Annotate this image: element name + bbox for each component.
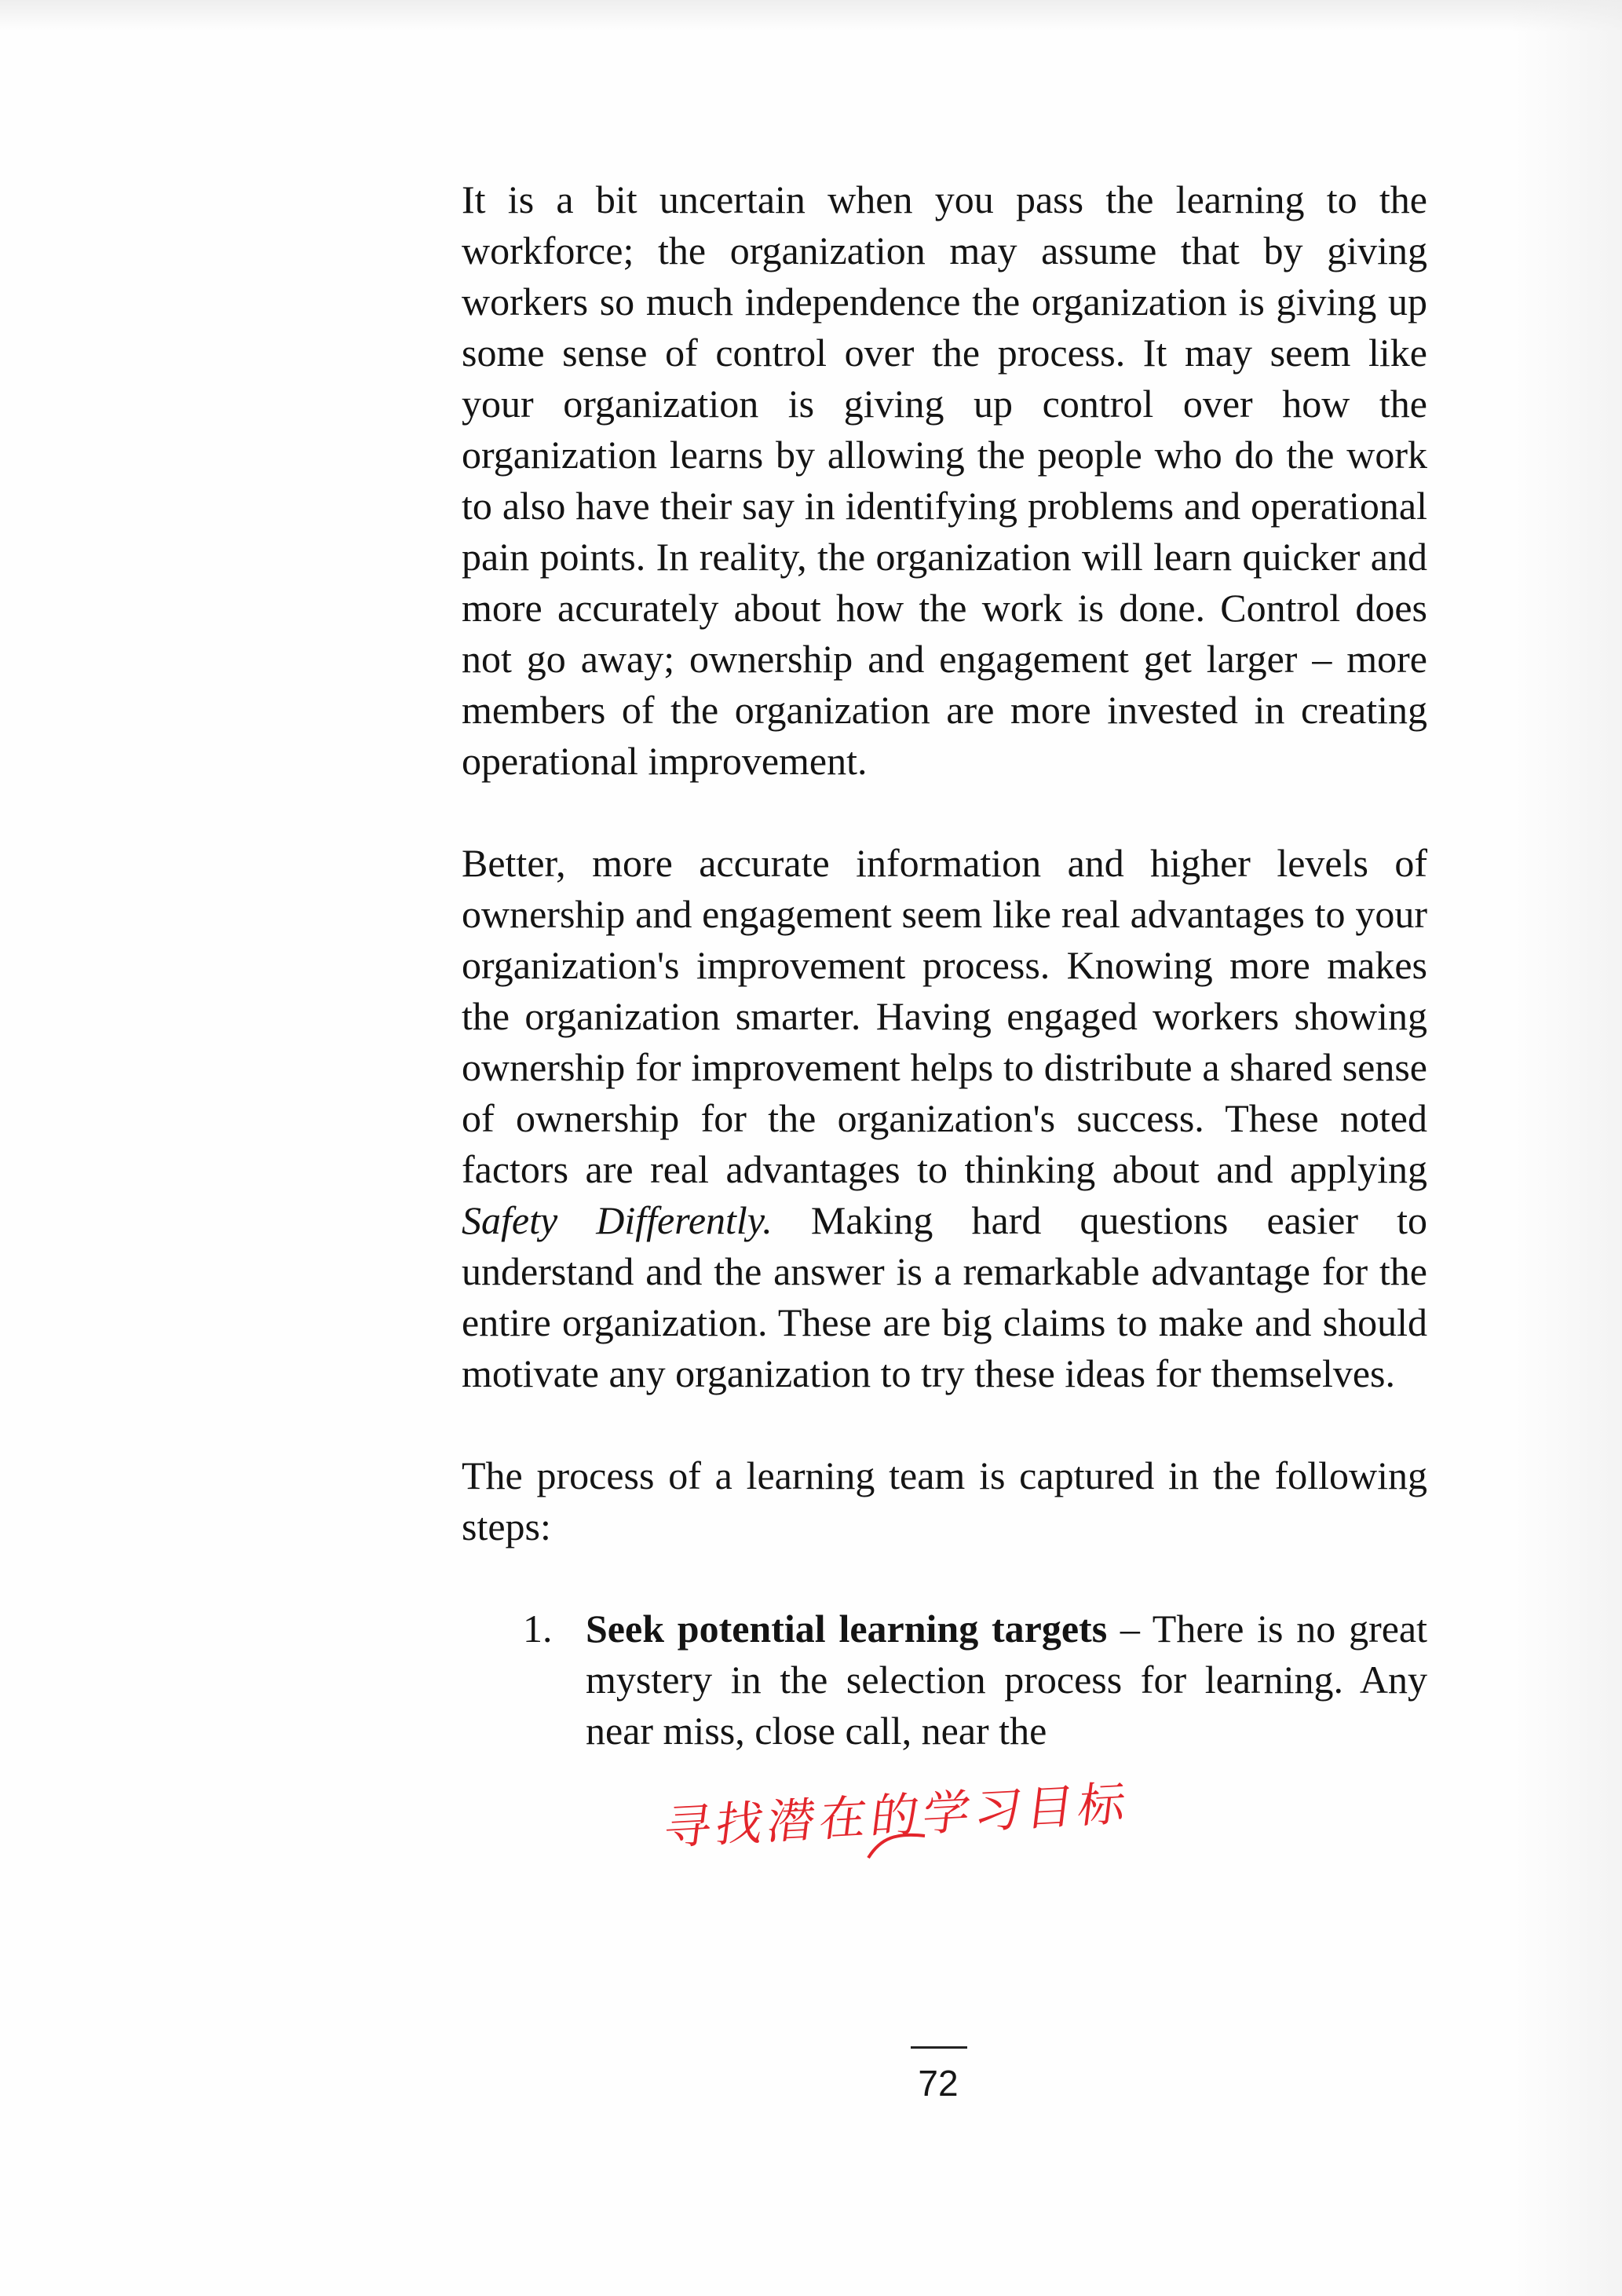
- handwritten-annotation: [660, 1776, 1134, 1861]
- paragraph-2-text-b: Making hard questions easier to understand and the answer is a remarkable advantage for the entire organization. These are big claims to make and should motivate any organization to try these ideas for themselves.: [462, 1198, 1428, 1395]
- scan-edge-shadow: [1512, 0, 1622, 2296]
- paragraph-2: [462, 838, 1427, 1399]
- annotation-text: 寻找潜在的学习目标: [660, 1776, 1134, 1856]
- annotation-caret-icon: [865, 1830, 928, 1861]
- page-number-rule: [911, 2046, 967, 2049]
- step-term: Seek potential learning targets: [586, 1607, 1108, 1651]
- paragraph-1: It is a bit uncertain when you pass the learning to the workforce; the organization may assume that by giving workers so much independence the organization is giving up some sense of control over the process. It may seem like your organization is giving up control over how the organization learns by allowing the people who do the work to also have their say in identifying problems and operational pain points. In reality, the organization will learn quicker and more accurately about how the work is done. Control does not go away; ownership and engagement get larger – more members of the organization are more invested in creating operational improvement.: [462, 177, 1427, 783]
- scan-top-shadow: [0, 0, 1622, 31]
- safety-differently-italic: Safety Differently.: [462, 1198, 773, 1242]
- list-item: [462, 1603, 1427, 1757]
- paragraph-3: The process of a learning team is captured in the following steps:: [462, 1453, 1427, 1548]
- paragraph-2-text-a: Better, more accurate information and higher levels of ownership and engagement seem like real advantages to your organization's improvement process. Knowing more makes the organization smarter. Having engaged workers showing ownership for improvement helps to distribute a shared sense of ownership for the organization's success. These noted factors are real advantages to thinking about and applying: [462, 841, 1427, 1191]
- page-number: 72: [918, 2063, 959, 2104]
- body-text: [462, 174, 1427, 1757]
- steps-list: [462, 1603, 1427, 1757]
- step-description: – There is no great mystery in the selection process for learning. Any near miss, close call, near the: [586, 1607, 1427, 1753]
- step-number: 1.: [523, 1607, 553, 1651]
